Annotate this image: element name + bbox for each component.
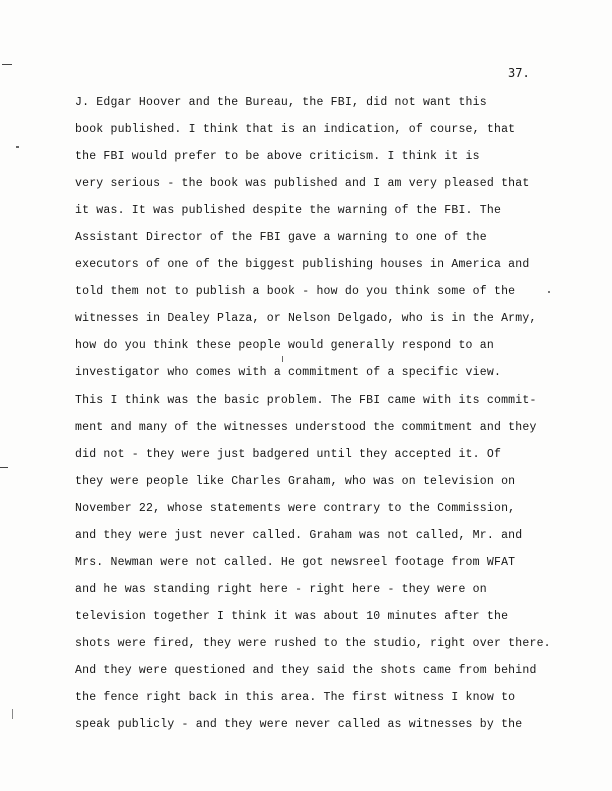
margin-speck [16,146,19,148]
text-line: the FBI would prefer to be above criticism. I think it is [75,150,480,164]
text-line: J. Edgar Hoover and the Bureau, the FBI, did not want this [75,96,487,109]
text-line: ment and many of the witnesses understood the commitment and they [75,420,537,434]
margin-speck [12,709,13,719]
margin-mark [2,64,12,65]
text-line: investigator who comes with a commitment of a specific view. [75,366,502,380]
text-line: how do you think these people would generally respond to an [75,339,494,353]
text-line: Mrs. Newman were not called. He got newsreel footage from WFAT [75,555,516,569]
text-line: did not - they were just badgered until they accepted it. Of [75,447,502,461]
text-line: This I think was the basic problem. The FBI came with its commit- [75,393,537,407]
transcript-body [75,93,595,742]
page-number: 37. [508,66,530,80]
text-line: executors of one of the biggest publishing houses in America and [75,258,530,272]
text-line: television together I think it was about 10 minutes after the [75,609,509,623]
text-line: and he was standing right here - right here - they were on [75,582,487,596]
text-line: And they were questioned and they said the shots came from behind [75,663,537,677]
text-line: and they were just never called. Graham was not called, Mr. and [75,528,523,542]
text-line: November 22, whose statements were contrary to the Commission, [75,501,516,515]
text-line: it was. It was published despite the warning of the FBI. The [75,204,502,218]
text-line: book published. I think that is an indication, of course, that [75,123,516,137]
margin-mark [0,467,8,468]
text-line: speak publicly - and they were never called as witnesses by the [75,718,523,732]
text-line: Assistant Director of the FBI gave a warning to one of the [75,231,487,245]
text-line: shots were fired, they were rushed to the studio, right over there. [75,636,551,650]
text-line: witnesses in Dealey Plaza, or Nelson Delgado, who is in the Army, [75,312,537,326]
text-line: they were people like Charles Graham, who was on television on [75,474,516,488]
text-line: the fence right back in this area. The first witness I know to [75,691,516,705]
text-line: very serious - the book was published and I am very pleased that [75,177,530,191]
text-line: told them not to publish a book - how do you think some of the [75,285,516,299]
